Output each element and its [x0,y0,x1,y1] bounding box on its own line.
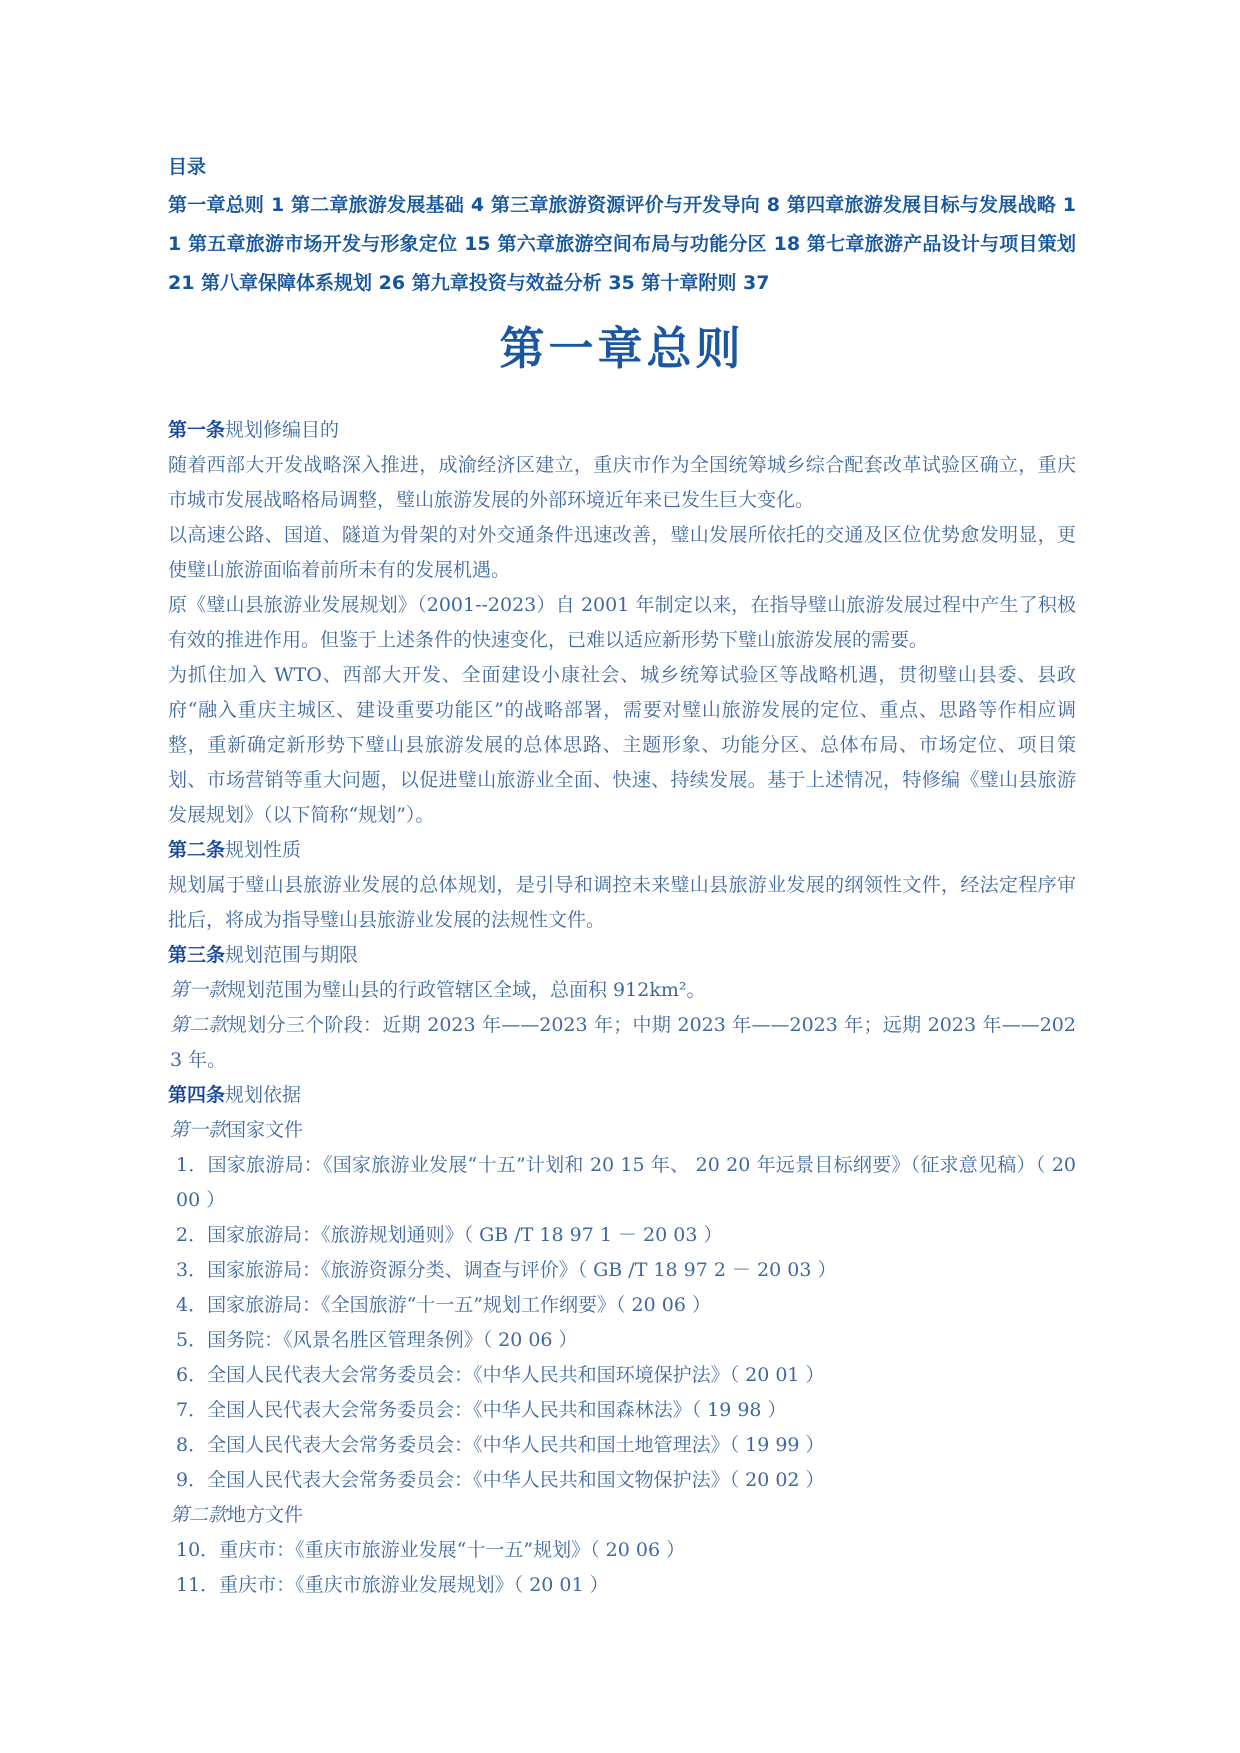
list-item [168,1393,1076,1428]
paragraph [168,588,1076,658]
clause-paragraph [168,1008,1076,1078]
clause-label: 第一款 [170,979,228,1001]
list-item [168,1288,1076,1323]
block-text: 10．重庆市：《重庆市旅游业发展“十一五”规划》（ 20 06 ） [176,1539,686,1561]
block-text: 9．全国人民代表大会常务委员会：《中华人民共和国文物保护法》（ 20 02 ） [176,1469,825,1491]
clause-paragraph [168,973,1076,1008]
article-heading [168,938,1076,973]
article-label: 第三条 [168,944,226,966]
clause-paragraph [168,1498,1076,1533]
block-text: 规划分三个阶段：近期 2023 年——2023 年；中期 2023 年——2023 年；远期 2023 年——2023 年。 [170,1014,1076,1071]
toc-heading: 目录 [168,156,207,178]
block-text: 2．国家旅游局：《旅游规划通则》（ GB /T 18 97 1 － 20 03 ） [176,1224,723,1246]
block-text: 地方文件 [227,1504,304,1526]
block-text: 11．重庆市：《重庆市旅游业发展规划》（ 20 01 ） [176,1574,609,1596]
block-text: 规划性质 [225,839,302,861]
block-text: 4．国家旅游局：《全国旅游“十一五”规划工作纲要》（ 20 06 ） [176,1294,711,1316]
paragraph [168,658,1076,833]
list-item [168,1568,1076,1603]
list-item [168,1323,1076,1358]
list-item [168,1533,1076,1568]
block-text: 规划范围为璧山县的行政管辖区全域，总面积 912km²。 [227,979,706,1001]
article-heading [168,413,1076,448]
document-body [168,413,1076,1603]
block-text: 原《璧山县旅游业发展规划》（2001--2023）自 2001 年制定以来，在指导璧山旅游发展过程中产生了积极有效的推进作用。但鉴于上述条件的快速变化，已难以适应新形势下璧山旅游发展的需要。 [168,594,1076,651]
block-text: 1．国家旅游局：《国家旅游业发展“十五”计划和 20 15 年、 20 20 年远景目标纲要》（征求意见稿）（ 20 00 ） [176,1154,1076,1211]
clause-paragraph [168,1113,1076,1148]
article-heading [168,1078,1076,1113]
list-item [168,1428,1076,1463]
clause-label: 第二款 [170,1504,228,1526]
list-item [168,1463,1076,1498]
clause-label: 第二款 [170,1014,228,1036]
block-text: 5．国务院：《风景名胜区管理条例》（ 20 06 ） [176,1329,578,1351]
list-item [168,1218,1076,1253]
block-text: 为抓住加入 WTO、西部大开发、全面建设小康社会、城乡统筹试验区等战略机遇，贯彻璧山县委、县政府“融入重庆主城区、建设重要功能区”的战略部署，需要对璧山旅游发展的定位、重点、思路等作相应调整，重新确定新形势下璧山县旅游发展的总体思路、主题形象、功能分区、总体布局、市场定位、项目策划、市场营销等重大问题，以促进璧山旅游业全面、快速、持续发展。基于上述情况，特修编《璧山县旅游发展规划》（以下简称“规划”）。 [168,664,1076,826]
block-text: 3．国家旅游局：《旅游资源分类、调查与评价》（ GB /T 18 97 2 － 20 03 ） [176,1259,837,1281]
list-item [168,1148,1076,1218]
paragraph [168,868,1076,938]
block-text: 随着西部大开发战略深入推进，成渝经济区建立，重庆市作为全国统筹城乡综合配套改革试验区确立，重庆市城市发展战略格局调整，璧山旅游发展的外部环境近年来已发生巨大变化。 [168,454,1076,511]
chapter-title: 第一章总则 [499,322,745,375]
block-text: 规划属于璧山县旅游业发展的总体规划，是引导和调控未来璧山县旅游业发展的纲领性文件，经法定程序审批后，将成为指导璧山县旅游业发展的法规性文件。 [168,874,1076,931]
block-text: 6．全国人民代表大会常务委员会：《中华人民共和国环境保护法》（ 20 01 ） [176,1364,825,1386]
article-heading [168,833,1076,868]
block-text: 7．全国人民代表大会常务委员会：《中华人民共和国森林法》（ 19 98 ） [176,1399,787,1421]
list-item [168,1253,1076,1288]
block-text: 国家文件 [227,1119,304,1141]
block-text: 规划依据 [225,1084,302,1106]
block-text: 以高速公路、国道、隧道为骨架的对外交通条件迅速改善，璧山发展所依托的交通及区位优势愈发明显，更使璧山旅游面临着前所未有的发展机遇。 [168,524,1076,581]
toc-entries: 第一章总则 1 第二章旅游发展基础 4 第三章旅游资源评价与开发导向 8 第四章旅游发展目标与发展战略 11 第五章旅游市场开发与形象定位 15 第六章旅游空间布局与功能分区 18 第七章旅游产品设计与项目策划 21 第八章保障体系规划 26 第九章投资与效益分析 35 第十章附则 37 [168,194,1076,294]
list-item [168,1358,1076,1393]
block-text: 8．全国人民代表大会常务委员会：《中华人民共和国土地管理法》（ 19 99 ） [176,1434,825,1456]
clause-label: 第一款 [170,1119,228,1141]
article-label: 第四条 [168,1084,226,1106]
block-text: 规划修编目的 [225,419,340,441]
block-text: 规划范围与期限 [225,944,359,966]
article-label: 第一条 [168,419,226,441]
paragraph [168,518,1076,588]
paragraph [168,448,1076,518]
article-label: 第二条 [168,839,226,861]
